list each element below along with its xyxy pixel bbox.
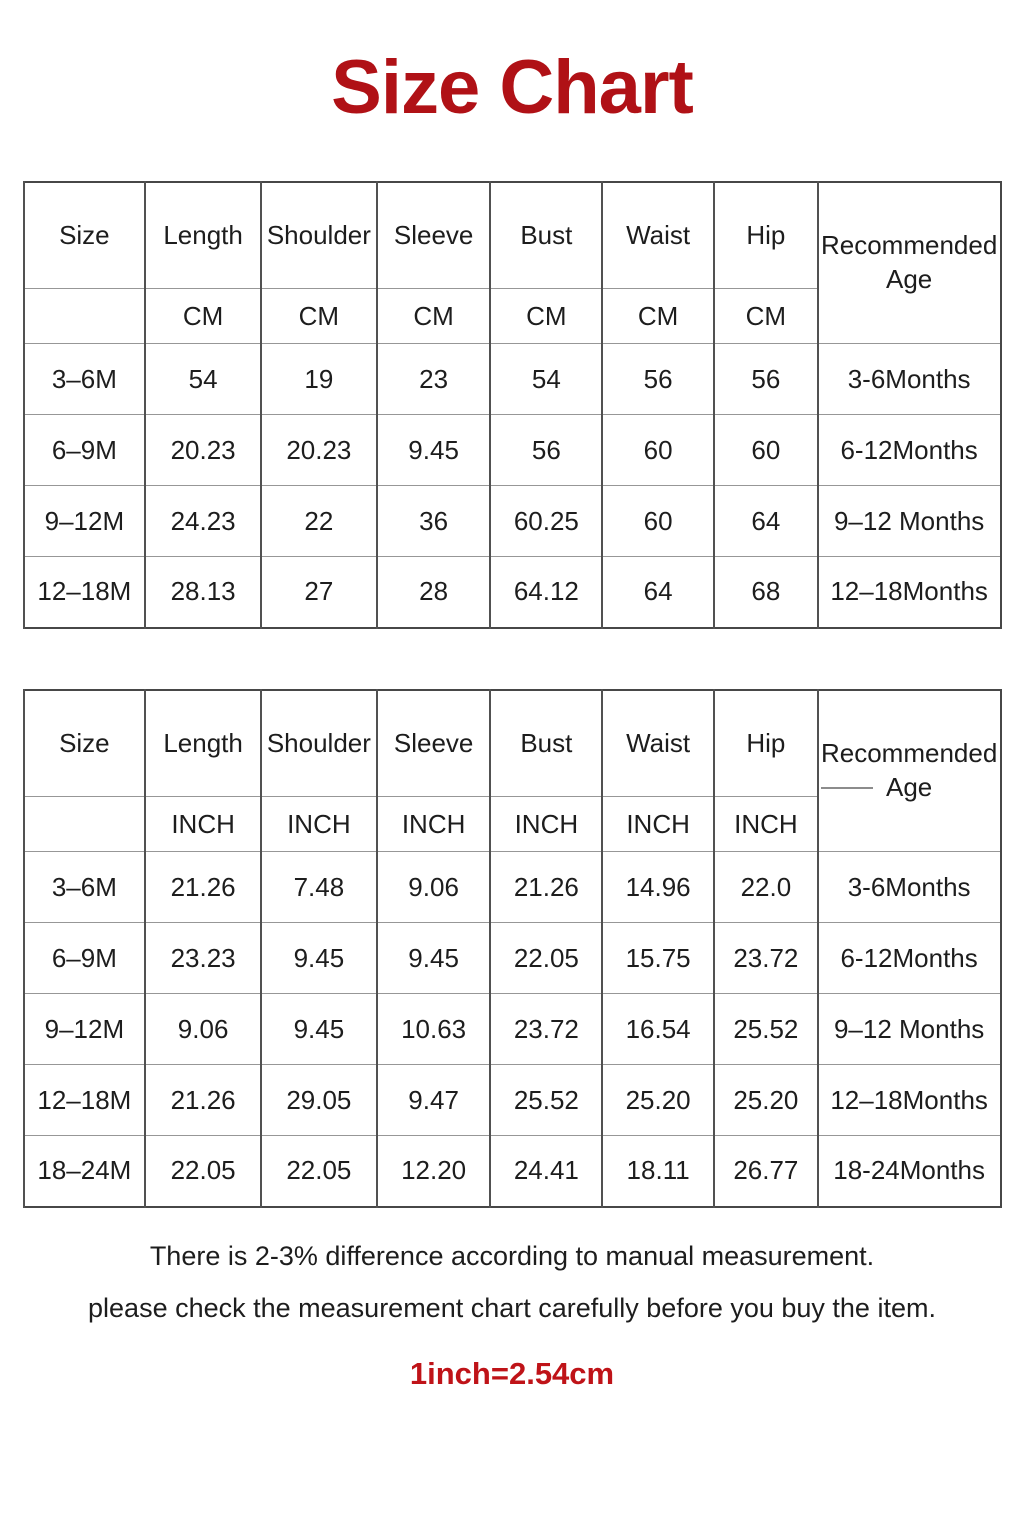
- data-cell: 14.96: [602, 852, 714, 923]
- column-header-hip: Hip: [714, 182, 818, 289]
- unit-cell: CM: [377, 289, 491, 344]
- age-value-cell: 12–18Months: [818, 1065, 1001, 1136]
- header-row: [24, 690, 1001, 797]
- data-cell: 24.41: [490, 1136, 602, 1207]
- data-cell: 27: [261, 557, 377, 628]
- age-value-cell: 9–12 Months: [818, 486, 1001, 557]
- data-cell: 22.05: [490, 923, 602, 994]
- data-cell: 36: [377, 486, 491, 557]
- size-cell: 12–18M: [24, 1065, 146, 1136]
- data-cell: 21.26: [145, 852, 261, 923]
- age-value-cell: 9–12 Months: [818, 994, 1001, 1065]
- unit-cell: INCH: [714, 797, 818, 852]
- age-value-cell: 12–18Months: [818, 557, 1001, 628]
- data-cell: 9.06: [145, 994, 261, 1065]
- unit-cell: CM: [261, 289, 377, 344]
- data-cell: 25.20: [602, 1065, 714, 1136]
- unit-cell: INCH: [261, 797, 377, 852]
- data-cell: 56: [714, 344, 818, 415]
- table-row: [24, 1136, 1001, 1207]
- unit-cell: CM: [602, 289, 714, 344]
- unit-cell-empty: [24, 797, 146, 852]
- data-cell: 9.47: [377, 1065, 491, 1136]
- size-cell: 6–9M: [24, 923, 146, 994]
- data-cell: 29.05: [261, 1065, 377, 1136]
- data-cell: 28.13: [145, 557, 261, 628]
- column-header-waist: Waist: [602, 690, 714, 797]
- column-header-length: Length: [145, 182, 261, 289]
- data-cell: 25.52: [714, 994, 818, 1065]
- table-row: [24, 1065, 1001, 1136]
- age-value-cell: 6-12Months: [818, 415, 1001, 486]
- size-table-inch: [23, 689, 1002, 1208]
- column-header-size: Size: [24, 182, 146, 289]
- table-row: [24, 852, 1001, 923]
- column-header-length: Length: [145, 690, 261, 797]
- column-header-hip: Hip: [714, 690, 818, 797]
- size-cell: 12–18M: [24, 557, 146, 628]
- data-cell: 16.54: [602, 994, 714, 1065]
- measurement-notes: [0, 1230, 1024, 1334]
- data-cell: 19: [261, 344, 377, 415]
- size-cell: 6–9M: [24, 415, 146, 486]
- data-cell: 22.05: [145, 1136, 261, 1207]
- data-cell: 21.26: [145, 1065, 261, 1136]
- column-header-size: Size: [24, 690, 146, 797]
- data-cell: 28: [377, 557, 491, 628]
- data-cell: 60: [714, 415, 818, 486]
- unit-cell-empty: [24, 289, 146, 344]
- data-cell: 20.23: [145, 415, 261, 486]
- table-row: [24, 923, 1001, 994]
- data-cell: 23.72: [490, 994, 602, 1065]
- size-cell: 18–24M: [24, 1136, 146, 1207]
- data-cell: 9.06: [377, 852, 491, 923]
- unit-cell: CM: [714, 289, 818, 344]
- data-cell: 22: [261, 486, 377, 557]
- data-cell: 54: [490, 344, 602, 415]
- data-cell: 24.23: [145, 486, 261, 557]
- data-cell: 9.45: [377, 923, 491, 994]
- stray-line-artifact: [821, 787, 873, 789]
- column-header-waist: Waist: [602, 182, 714, 289]
- data-cell: 18.11: [602, 1136, 714, 1207]
- unit-cell: CM: [145, 289, 261, 344]
- unit-cell: INCH: [377, 797, 491, 852]
- size-cell: 9–12M: [24, 994, 146, 1065]
- data-cell: 15.75: [602, 923, 714, 994]
- column-header-recommended-age: Recommended Age: [818, 182, 1001, 344]
- column-header-sleeve: Sleeve: [377, 690, 491, 797]
- data-cell: 12.20: [377, 1136, 491, 1207]
- unit-cell: CM: [490, 289, 602, 344]
- data-cell: 23: [377, 344, 491, 415]
- data-cell: 64: [602, 557, 714, 628]
- data-cell: 7.48: [261, 852, 377, 923]
- column-header-bust: Bust: [490, 182, 602, 289]
- table-row: [24, 994, 1001, 1065]
- table-row: [24, 557, 1001, 628]
- column-header-recommended-age: Recommended Age: [818, 690, 1001, 852]
- data-cell: 25.20: [714, 1065, 818, 1136]
- age-value-cell: 18-24Months: [818, 1136, 1001, 1207]
- column-header-shoulder: Shoulder: [261, 690, 377, 797]
- size-cell: 3–6M: [24, 344, 146, 415]
- data-cell: 64.12: [490, 557, 602, 628]
- size-table-inch-section: [23, 689, 1002, 1208]
- data-cell: 60: [602, 415, 714, 486]
- inch-cm-conversion-note: 1inch=2.54cm: [409, 1355, 615, 1391]
- data-cell: 60: [602, 486, 714, 557]
- table-row: [24, 486, 1001, 557]
- unit-cell: INCH: [490, 797, 602, 852]
- size-cell: 9–12M: [24, 486, 146, 557]
- column-header-shoulder: Shoulder: [261, 182, 377, 289]
- data-cell: 23.72: [714, 923, 818, 994]
- data-cell: 9.45: [261, 994, 377, 1065]
- data-cell: 68: [714, 557, 818, 628]
- data-cell: 21.26: [490, 852, 602, 923]
- data-cell: 9.45: [377, 415, 491, 486]
- size-table-cm: [23, 181, 1002, 629]
- size-chart-title: Size Chart: [331, 45, 693, 130]
- data-cell: 9.45: [261, 923, 377, 994]
- unit-cell: INCH: [602, 797, 714, 852]
- age-value-cell: 3-6Months: [818, 344, 1001, 415]
- age-value-cell: 3-6Months: [818, 852, 1001, 923]
- column-header-bust: Bust: [490, 690, 602, 797]
- data-cell: 56: [490, 415, 602, 486]
- data-cell: 22.05: [261, 1136, 377, 1207]
- data-cell: 20.23: [261, 415, 377, 486]
- table-row: [24, 415, 1001, 486]
- data-cell: 25.52: [490, 1065, 602, 1136]
- header-row: [24, 182, 1001, 289]
- column-header-sleeve: Sleeve: [377, 182, 491, 289]
- table-row: [24, 344, 1001, 415]
- data-cell: 22.0: [714, 852, 818, 923]
- size-table-cm-section: [23, 181, 1002, 629]
- unit-cell: INCH: [145, 797, 261, 852]
- data-cell: 26.77: [714, 1136, 818, 1207]
- size-cell: 3–6M: [24, 852, 146, 923]
- data-cell: 23.23: [145, 923, 261, 994]
- note-line: There is 2-3% difference according to manual measurement.: [149, 1240, 875, 1271]
- data-cell: 10.63: [377, 994, 491, 1065]
- age-value-cell: 6-12Months: [818, 923, 1001, 994]
- data-cell: 60.25: [490, 486, 602, 557]
- data-cell: 54: [145, 344, 261, 415]
- data-cell: 56: [602, 344, 714, 415]
- data-cell: 64: [714, 486, 818, 557]
- note-line: please check the measurement chart carefully before you buy the item.: [88, 1292, 936, 1323]
